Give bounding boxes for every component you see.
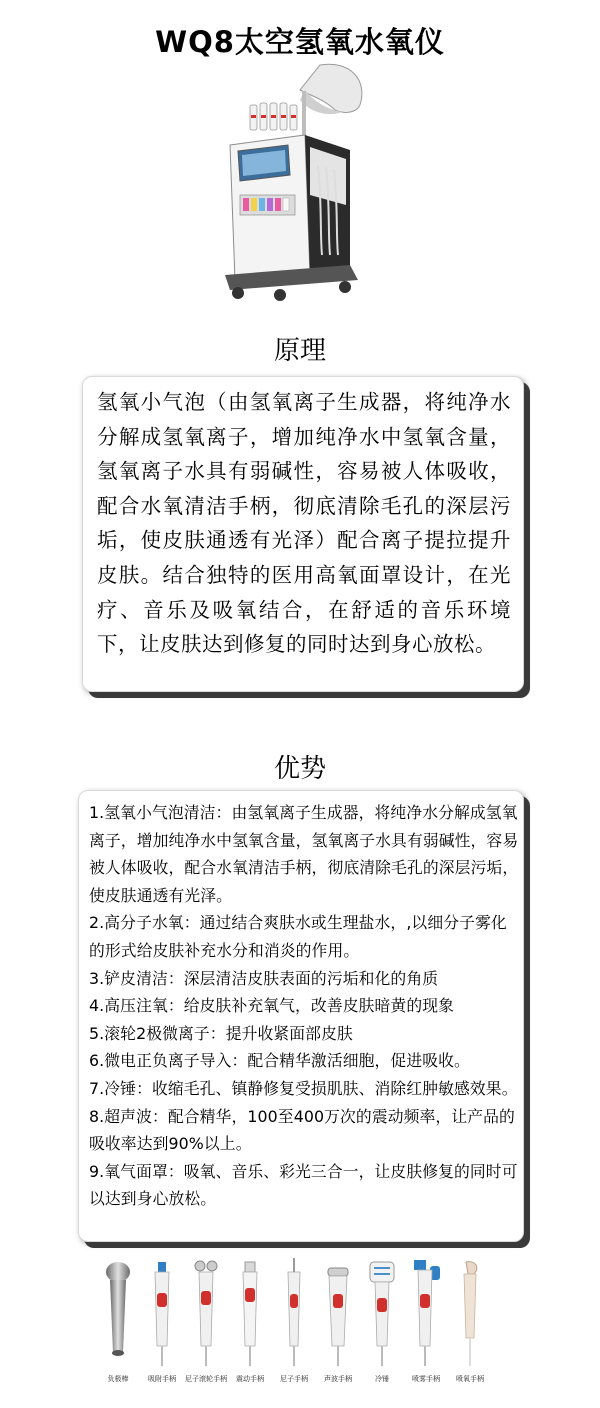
accessory-label: 震动手柄 (236, 1375, 264, 1383)
accessory-item (184, 1258, 228, 1383)
advantage-item: 5.滚轮2极微离子：提升收紧面部皮肤 (89, 1023, 353, 1043)
ultrasonic-handle-icon (316, 1258, 360, 1368)
accessory-item (448, 1258, 492, 1383)
accessory-label: 声波手柄 (324, 1375, 352, 1383)
principle-card (82, 376, 524, 692)
accessory-label: 冷锤 (375, 1375, 389, 1383)
advantage-item: 4.高压注氧：给皮肤补充氧气，改善皮肤暗黄的现象 (89, 996, 455, 1016)
accessory-item (360, 1258, 404, 1383)
accessory-label: 喷雾手柄 (412, 1375, 440, 1383)
principle-heading: 原理 (273, 336, 326, 366)
accessory-label: 吸附手柄 (148, 1375, 176, 1383)
advantage-item: 3.铲皮清洁：深层清洁皮肤表面的污垢和化的角质 (89, 968, 439, 988)
accessory-label: 喷氧手柄 (456, 1375, 484, 1383)
accessories-row (96, 1258, 516, 1388)
accessory-item (140, 1258, 184, 1383)
advantage-item: 8.超声波：配合精华，100至400万次的震动频率，让产品的吸收率达到90%以上。 (89, 1106, 515, 1154)
advantages-heading: 优势 (273, 754, 326, 784)
machine-image (210, 55, 370, 305)
advantage-item: 1.氢氧小气泡清洁：由氢氧离子生成器，将纯净水分解成氢氧离子，增加纯净水中氢氧含量，氢氧离子水具有弱碱性，容易被人体吸收，配合水氧清洁手柄，彻底清除毛孔的深层污垢，使皮肤通透有光泽。 (89, 803, 519, 905)
accessory-item (228, 1258, 272, 1383)
advantage-item: 6.微电正负离子导入：配合精华激活细胞，促进吸收。 (89, 1051, 470, 1071)
advantage-item: 9.氧气面罩：吸氧、音乐、彩光三合一，让皮肤修复的同时可以达到身心放松。 (89, 1161, 518, 1209)
advantage-item: 7.冷锤：收缩毛孔、镇静修复受损肌肤、消除红肿敏感效果。 (89, 1078, 518, 1098)
accessory-label: 尼子滚轮手柄 (185, 1375, 227, 1383)
advantage-item: 2.高分子水氧：通过结合爽肤水或生理盐水，,以细分子雾化的形式给皮肤补充水分和消炎的作用。 (89, 913, 507, 960)
roller-handle-icon (184, 1258, 228, 1368)
suction-handle-icon (140, 1258, 184, 1368)
advantages-card (78, 790, 524, 1242)
oxygen-handle-icon (448, 1258, 492, 1368)
accessory-item (316, 1258, 360, 1383)
principle-text: 氢氧小气泡（由氢氧离子生成器，将纯净水分解成氢氧离子，增加纯净水中氢氧含量，氢氧离子水具有弱碱性，容易被人体吸收，配合水氧清洁手柄，彻底清除毛孔的深层污垢，使皮肤通透有光泽）配合离子提拉提升皮肤。结合独特的医用高氧面罩设计，在光疗、音乐及吸氧结合，在舒适的音乐环境下，让皮肤达到修复的同时达到身心放松。 (97, 390, 511, 657)
vibration-handle-icon (228, 1258, 272, 1368)
ion-handle-icon (272, 1258, 316, 1368)
accessory-label: 负极棒 (107, 1375, 129, 1383)
spray-handle-icon (404, 1258, 448, 1368)
accessory-item (272, 1258, 316, 1383)
cold-hammer-icon (360, 1258, 404, 1368)
accessory-label: 尼子手柄 (280, 1375, 308, 1383)
accessory-item (96, 1258, 140, 1383)
negative-pole-rod-icon (96, 1258, 140, 1368)
page-title: WQ8太空氢氧水氧仪 (155, 25, 445, 59)
accessory-item (404, 1258, 448, 1383)
